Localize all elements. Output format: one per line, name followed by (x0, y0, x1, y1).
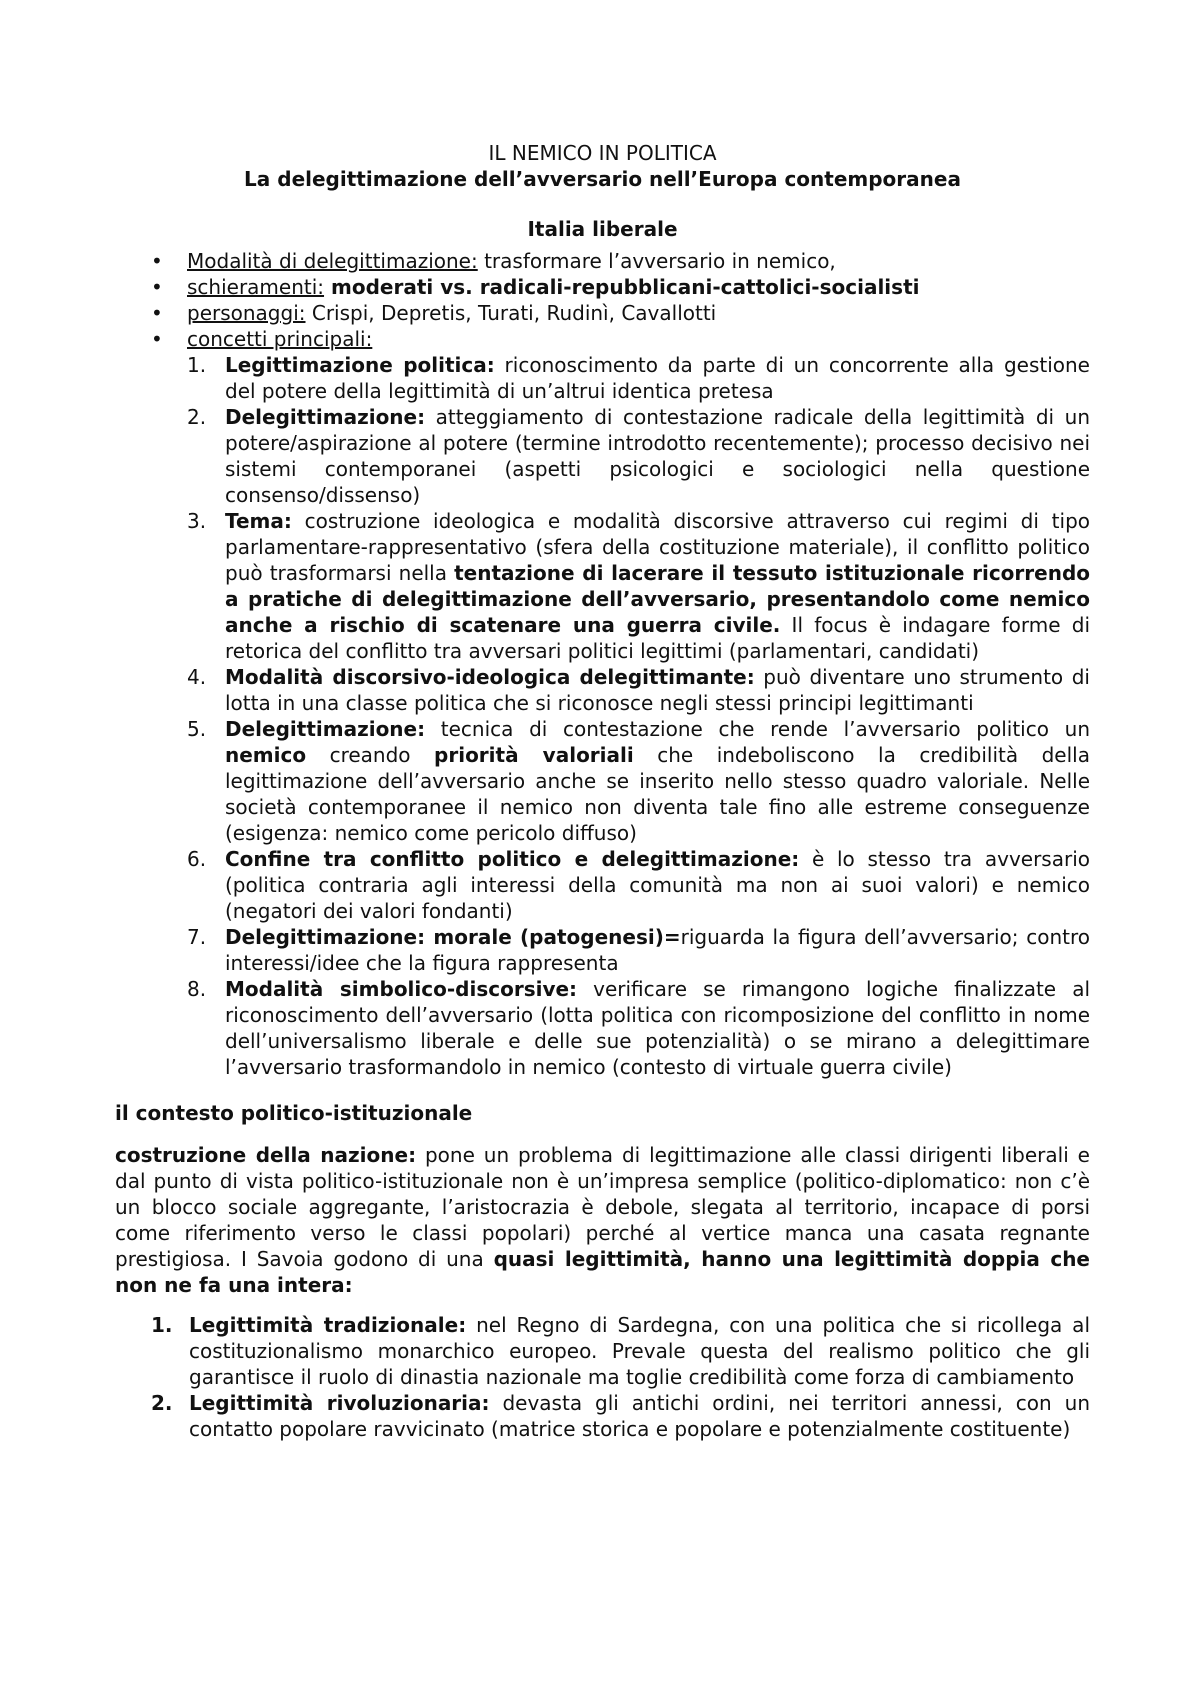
concept-text: è lo stesso tra avversario (politica contraria agli interessi della comunità ma non ai suoi valori) e nemico (negatori dei valori fondanti) (225, 847, 1090, 923)
bullet-item (115, 274, 1090, 300)
legitimacy-list (115, 1312, 1090, 1442)
concept-number: 5. (187, 717, 207, 741)
concept-term: Confine tra conflitto politico e delegittimazione: (225, 847, 800, 871)
bullet-text: moderati vs. radicali-repubblicani-cattolici-socialisti (324, 275, 920, 299)
bullet-list (115, 248, 1090, 352)
concept-item (115, 508, 1090, 664)
concept-item (115, 976, 1090, 1080)
concept-term: Modalità discorsivo-ideologica delegittimante: (225, 665, 755, 689)
bullet-item (115, 300, 1090, 326)
legitimacy-number: 1. (151, 1313, 173, 1337)
concept-text: riconoscimento da parte di un concorrente alla gestione del potere della legittimità di un’altrui identica pretesa (225, 353, 1090, 403)
concept-text: costruzione ideologica e modalità discorsive attraverso cui regimi di tipo parlamentare-rappresentativo (sfera della costituzione materiale), il conflitto politico può trasformarsi nella (225, 509, 1090, 585)
bullet-item (115, 248, 1090, 274)
concept-item (115, 352, 1090, 404)
concept-item (115, 664, 1090, 716)
concept-item (115, 846, 1090, 924)
concept-number: 4. (187, 665, 207, 689)
concept-number: 3. (187, 509, 207, 533)
concept-number: 6. (187, 847, 207, 871)
concept-text: verificare se rimangono logiche finalizzate al riconoscimento dell’avversario (lotta politica con ricomposizione del conflitto in nome dell’universalismo liberale e delle sue potenzialità) o se mirano a delegittimare l’avversario trasformandolo in nemico (contesto di virtuale guerra civile) (225, 977, 1091, 1079)
context-lead: costruzione della nazione: (115, 1143, 417, 1167)
legitimacy-text: nel Regno di Sardegna, con una politica che si ricollega al costituzionalismo monarchico europeo. Prevale questa del realismo politico che gli garantisce il ruolo di dinastia nazionale ma toglie credibilità come forza di cambiamento (189, 1313, 1090, 1389)
concept-emphasis: tentazione di lacerare il tessuto istituzionale ricorrendo a pratiche di delegittimazione dell’avversario, presentandolo come nemico anche a rischio di scatenare una guerra civile. (225, 561, 1091, 637)
document-body (115, 140, 1090, 1442)
legitimacy-item (115, 1390, 1090, 1442)
legitimacy-item (115, 1312, 1090, 1390)
concept-text: riguarda la figura dell’avversario; contro interessi/idee che la figura rappresenta (225, 925, 1090, 975)
context-body: pone un problema di legittimazione alle classi dirigenti liberali e dal punto di vista politico-istituzionale non è un’impresa semplice (politico-diplomatico: non c’è un blocco sociale aggregante, l’aristocrazia è debole, slegata al territorio, incapace di porsi come riferimento verso le classi popolari) perché al vertice manca una casata regnante prestigiosa. I Savoia godono di una (115, 1143, 1090, 1271)
concept-term: Tema: (225, 509, 292, 533)
bullet-label: Modalità di delegittimazione: (187, 249, 478, 273)
bullet-label: personaggi: (187, 301, 306, 325)
concept-item (115, 404, 1090, 508)
concept-item (115, 716, 1090, 846)
concept-number: 8. (187, 977, 207, 1001)
concept-text: tecnica di contestazione che rende l’avversario politico un (425, 717, 1090, 741)
concept-number: 2. (187, 405, 207, 429)
concept-number: 7. (187, 925, 207, 949)
concept-term: Delegittimazione: (225, 405, 426, 429)
concept-item (115, 924, 1090, 976)
bullet-text: Crispi, Depretis, Turati, Rudinì, Cavallotti (305, 301, 717, 325)
concept-number: 1. (187, 353, 207, 377)
legitimacy-number: 2. (151, 1391, 173, 1415)
concept-text: creando (306, 743, 435, 767)
concept-term: Legittimazione politica: (225, 353, 495, 377)
legitimacy-term: Legittimità tradizionale: (189, 1313, 467, 1337)
document-subtitle: La delegittimazione dell’avversario nell’Europa contemporanea (244, 167, 961, 191)
bullet-label: schieramenti: (187, 275, 325, 299)
document-title: IL NEMICO IN POLITICA (488, 141, 717, 165)
section-heading: Italia liberale (527, 217, 678, 241)
bullet-text: trasformare l’avversario in nemico, (477, 249, 836, 273)
bullet-label: concetti principali: (187, 327, 373, 351)
concepts-list (115, 352, 1090, 1080)
concept-text: può diventare uno strumento di lotta in una classe politica che si riconosce negli stessi principi legittimanti (225, 665, 1090, 715)
context-heading: il contesto politico-istituzionale (115, 1101, 473, 1125)
concept-text: atteggiamento di contestazione radicale della legittimità di un potere/aspirazione al potere (termine introdotto recentemente); processo decisivo nei sistemi contemporanei (aspetti psicologici e sociologici nella questione consenso/dissenso) (225, 405, 1090, 507)
concept-emphasis: priorità valoriali (434, 743, 634, 767)
legitimacy-term: Legittimità rivoluzionaria: (189, 1391, 490, 1415)
concept-text: Il focus è indagare forme di retorica del conflitto tra avversari politici legittimi (parlamentari, candidati) (225, 613, 1091, 663)
concept-term: Delegittimazione: (225, 717, 426, 741)
bullet-item (115, 326, 1090, 352)
context-tail: quasi legittimità, hanno una legittimità doppia che non ne fa una intera: (115, 1247, 1090, 1297)
concept-emphasis: nemico (225, 743, 307, 767)
legitimacy-text: devasta gli antichi ordini, nei territori annessi, con un contatto popolare ravvicinato (matrice storica e popolare e potenzialmente costituente) (189, 1391, 1090, 1441)
concept-term: Delegittimazione: morale (patogenesi)= (225, 925, 681, 949)
concept-term: Modalità simbolico-discorsive: (225, 977, 578, 1001)
concept-text: che indeboliscono la credibilità della legittimazione dell’avversario anche se inserito nello stesso quadro valoriale. Nelle società contemporanee il nemico non diventa tale fino alle estreme conseguenze (esigenza: nemico come pericolo diffuso) (225, 743, 1090, 845)
context-paragraph (115, 1142, 1090, 1298)
